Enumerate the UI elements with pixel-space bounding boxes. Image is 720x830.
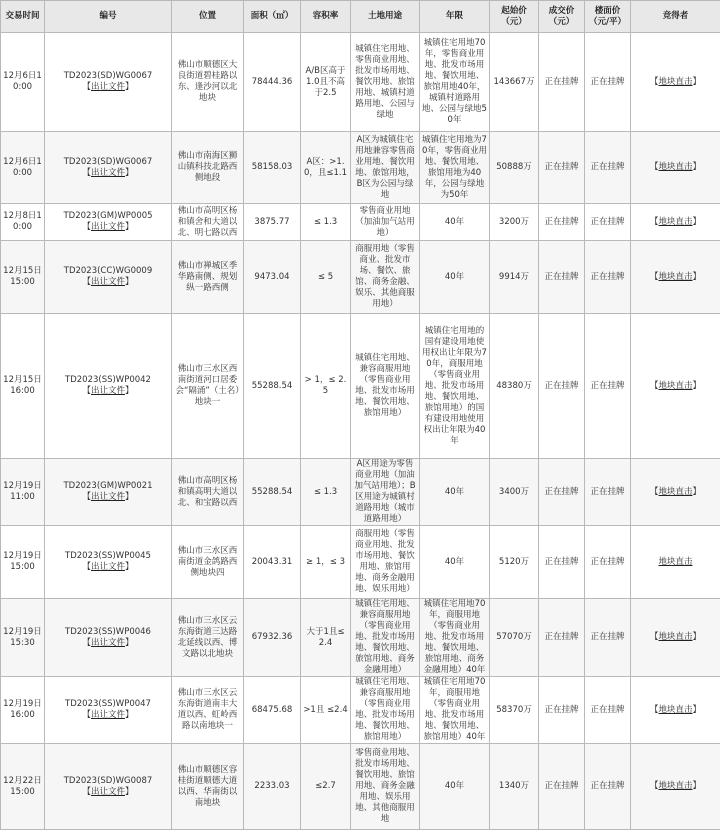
transfer-document-link[interactable]: 出让文件 [91, 710, 125, 720]
cell-deal-price: 正在挂牌 [539, 204, 585, 241]
cell-area: 9473.04 [244, 241, 301, 314]
cell-start-price: 143667万 [490, 33, 539, 132]
cell-deal-price: 正在挂牌 [539, 132, 585, 204]
header-code: 编号 [45, 1, 172, 33]
cell-term: 40年 [420, 241, 490, 314]
header-location: 位置 [172, 1, 244, 33]
cell-deal-price: 正在挂牌 [539, 33, 585, 132]
cell-start-price: 3400万 [490, 459, 539, 526]
cell-time: 12月19日15:30 [1, 599, 45, 677]
cell-deal-price: 正在挂牌 [539, 241, 585, 314]
cell-area: 2233.03 [244, 744, 301, 830]
transfer-document-link[interactable]: 出让文件 [91, 168, 125, 178]
cell-start-price: 5120万 [490, 526, 539, 599]
doc-link-wrap: 【出让文件】 [47, 277, 169, 288]
table-row [1, 204, 720, 241]
cell-location: 佛山市顺德区容桂街道顺德大道以西、华南街以南地块 [172, 744, 244, 830]
cell-time: 12月6日10:00 [1, 33, 45, 132]
parcel-focus-link[interactable]: 地块直击 [658, 77, 692, 87]
transfer-document-link[interactable]: 出让文件 [91, 562, 125, 572]
cell-location: 佛山市三水区西南街道河口居委会“隔涌”（土名）地块一 [172, 314, 244, 459]
cell-floor-price: 正在挂牌 [585, 132, 631, 204]
table-row [1, 599, 720, 677]
cell-area: 78444.36 [244, 33, 301, 132]
parcel-code: TD2023(SD)WG0067 [47, 71, 169, 82]
cell-winner: 【地块直击】 [631, 459, 720, 526]
cell-usage: 零售商业用地（加油加气站用地） [351, 204, 420, 241]
cell-code [45, 459, 172, 526]
header-row [1, 1, 720, 33]
cell-usage: 城镇住宅用地、兼容商服用地（零售商业用地、批发市场用地、餐饮用地、旅馆用地） [351, 677, 420, 744]
cell-winner: 【地块直击】 [631, 132, 720, 204]
cell-term: 40年 [420, 526, 490, 599]
doc-link-wrap: 【出让文件】 [47, 386, 169, 397]
cell-code [45, 33, 172, 132]
header-start-price: 起始价（元） [490, 1, 539, 33]
cell-code [45, 132, 172, 204]
parcel-focus-link[interactable]: 地块直击 [658, 381, 692, 391]
cell-far: >1且 ≤2.4 [301, 677, 351, 744]
cell-floor-price: 正在挂牌 [585, 459, 631, 526]
parcel-code: TD2023(SS)WP0042 [47, 375, 169, 386]
cell-usage: 商服用地（零售商业、批发市场、餐饮、旅馆、商务金融、娱乐、其他商服用地） [351, 241, 420, 314]
cell-far: 大于1且≤2.4 [301, 599, 351, 677]
cell-usage: A区为城镇住宅用地兼容零售商业用地、餐饮用地、旅馆用地，B区为公园与绿地 [351, 132, 420, 204]
parcel-code: TD2023(SS)WP0045 [47, 551, 169, 562]
cell-usage: 城镇住宅用地、兼容商服用地（零售商业用地、批发市场用地、餐饮用地、旅馆用地） [351, 314, 420, 459]
cell-area: 67932.36 [244, 599, 301, 677]
transfer-document-link[interactable]: 出让文件 [91, 638, 125, 648]
transfer-document-link[interactable]: 出让文件 [91, 277, 125, 287]
parcel-focus-link[interactable]: 地块直击 [658, 272, 692, 282]
cell-floor-price: 正在挂牌 [585, 241, 631, 314]
parcel-focus-link[interactable]: 地块直击 [658, 162, 692, 172]
cell-location: 佛山市禅城区季华路南侧、规划纵一路西侧 [172, 241, 244, 314]
cell-far: A/B区高于1.0且不高于2.5 [301, 33, 351, 132]
cell-floor-price: 正在挂牌 [585, 599, 631, 677]
cell-term: 40年 [420, 204, 490, 241]
cell-far: ≥ 1，≤ 3 [301, 526, 351, 599]
cell-area: 55288.54 [244, 314, 301, 459]
table-row [1, 33, 720, 132]
table-row [1, 314, 720, 459]
cell-winner: 【地块直击】 [631, 33, 720, 132]
cell-far: > 1，≤ 2.5 [301, 314, 351, 459]
cell-winner: 【地块直击】 [631, 204, 720, 241]
doc-link-wrap: 【出让文件】 [47, 638, 169, 649]
table-row [1, 132, 720, 204]
doc-link-wrap: 【出让文件】 [47, 562, 169, 573]
parcel-focus-link[interactable]: 地块直击 [658, 705, 692, 715]
cell-time: 12月19日11:00 [1, 459, 45, 526]
cell-time: 12月6日10:00 [1, 132, 45, 204]
cell-location: 佛山市三水区云东海街道三达路北延线以西、博文路以北地块 [172, 599, 244, 677]
cell-floor-price: 正在挂牌 [585, 33, 631, 132]
cell-usage: 城镇住宅用地、兼容商服用地（零售商业用地、批发市场用地、餐饮用地、旅馆用地、商务金融用地） [351, 599, 420, 677]
parcel-code: TD2023(SS)WP0046 [47, 627, 169, 638]
doc-link-wrap: 【出让文件】 [47, 710, 169, 721]
cell-area: 58158.03 [244, 132, 301, 204]
cell-usage: 商服用地（零售商业用地、批发市场用地、餐饮用地、旅馆用地、商务金融用地、娱乐用地） [351, 526, 420, 599]
header-floor-price: 楼面价（元/平） [585, 1, 631, 33]
transfer-document-link[interactable]: 出让文件 [91, 82, 125, 92]
cell-winner [631, 526, 720, 599]
cell-term: 40年 [420, 744, 490, 830]
cell-time: 12月19日16:00 [1, 677, 45, 744]
transfer-document-link[interactable]: 出让文件 [91, 787, 125, 797]
cell-start-price: 48380万 [490, 314, 539, 459]
cell-term: 城镇住宅用地为70年，零售商业用地、餐饮用地、旅馆用地为40年，公园与绿地为50年 [420, 132, 490, 204]
cell-start-price: 57070万 [490, 599, 539, 677]
header-usage: 土地用途 [351, 1, 420, 33]
cell-code [45, 526, 172, 599]
cell-code [45, 241, 172, 314]
cell-code [45, 599, 172, 677]
cell-deal-price: 正在挂牌 [539, 314, 585, 459]
cell-area: 55288.54 [244, 459, 301, 526]
cell-winner: 【地块直击】 [631, 677, 720, 744]
header-winner: 竞得者 [631, 1, 720, 33]
cell-deal-price: 正在挂牌 [539, 526, 585, 599]
parcel-code: TD2023(GM)WP0005 [47, 211, 169, 222]
cell-time: 12月15日15:00 [1, 241, 45, 314]
doc-link-wrap: 【出让文件】 [47, 82, 169, 93]
cell-term: 城镇住宅用地的国有建设用地使用权出让年限为70年，商服用地（零售商业用地、批发市场用地、餐饮用地、旅馆用地）的国有建设用地使用权出让年限为40年 [420, 314, 490, 459]
cell-code [45, 204, 172, 241]
cell-area: 3875.77 [244, 204, 301, 241]
cell-floor-price: 正在挂牌 [585, 526, 631, 599]
cell-winner: 【地块直击】 [631, 241, 720, 314]
cell-area: 20043.31 [244, 526, 301, 599]
cell-far: ≤ 1.3 [301, 204, 351, 241]
cell-floor-price: 正在挂牌 [585, 204, 631, 241]
transfer-document-link[interactable]: 出让文件 [91, 492, 125, 502]
cell-deal-price: 正在挂牌 [539, 744, 585, 830]
header-deal-price: 成交价（元） [539, 1, 585, 33]
cell-winner: 【地块直击】 [631, 599, 720, 677]
parcel-code: TD2023(SS)WP0047 [47, 699, 169, 710]
parcel-focus-link[interactable]: 地块直击 [658, 217, 692, 227]
cell-term: 城镇住宅用地70年，商服用地（零售商业用地、批发市场用地、餐饮用地、旅馆用地）40年 [420, 677, 490, 744]
cell-start-price: 9914万 [490, 241, 539, 314]
cell-winner: 【地块直击】 [631, 314, 720, 459]
cell-code [45, 314, 172, 459]
cell-deal-price: 正在挂牌 [539, 459, 585, 526]
header-term: 年限 [420, 1, 490, 33]
cell-floor-price: 正在挂牌 [585, 314, 631, 459]
cell-usage: 零售商业用地、批发市场用地、餐饮用地、旅馆用地、商务金融用地、娱乐用地、其他商服用地 [351, 744, 420, 830]
cell-area: 68475.68 [244, 677, 301, 744]
parcel-code: TD2023(SD)WG0087 [47, 776, 169, 787]
cell-winner: 【地块直击】 [631, 744, 720, 830]
table-row [1, 526, 720, 599]
cell-code [45, 677, 172, 744]
table-row [1, 459, 720, 526]
header-time: 交易时间 [1, 1, 45, 33]
cell-location: 佛山市三水区西南街道金鸽路西侧地块四 [172, 526, 244, 599]
cell-start-price: 1340万 [490, 744, 539, 830]
cell-location: 佛山市高明区杨和镇舍和大道以北、明七路以西 [172, 204, 244, 241]
cell-floor-price: 正在挂牌 [585, 677, 631, 744]
cell-start-price: 3200万 [490, 204, 539, 241]
doc-link-wrap: 【出让文件】 [47, 222, 169, 233]
cell-deal-price: 正在挂牌 [539, 677, 585, 744]
doc-link-wrap: 【出让文件】 [47, 492, 169, 503]
parcel-code: TD2023(CC)WG0009 [47, 266, 169, 277]
cell-term: 城镇住宅用地70年，零售商业用地、批发市场用地、餐饮用地、旅馆用地40年，城镇村道路用地、公园与绿地50年 [420, 33, 490, 132]
parcel-code: TD2023(SD)WG0067 [47, 157, 169, 168]
cell-term: 40年 [420, 459, 490, 526]
cell-usage: 城镇住宅用地、零售商业用地、批发市场用地、餐饮用地、旅馆用地、城镇村道路用地、公园与绿地 [351, 33, 420, 132]
cell-time: 12月15日16:00 [1, 314, 45, 459]
cell-far: A区：>1.0，且≤1.1 [301, 132, 351, 204]
table-row [1, 744, 720, 830]
cell-location: 佛山市三水区云东海街道南丰大道以西、虹岭西路以南地块一 [172, 677, 244, 744]
cell-floor-price: 正在挂牌 [585, 744, 631, 830]
cell-time: 12月22日15:00 [1, 744, 45, 830]
parcel-focus-link[interactable]: 地块直击 [658, 632, 692, 642]
transfer-document-link[interactable]: 出让文件 [91, 386, 125, 396]
cell-time: 12月8日10:00 [1, 204, 45, 241]
cell-start-price: 50888万 [490, 132, 539, 204]
cell-time: 12月19日15:00 [1, 526, 45, 599]
parcel-focus-link[interactable]: 地块直击 [658, 557, 692, 567]
cell-start-price: 58370万 [490, 677, 539, 744]
cell-deal-price: 正在挂牌 [539, 599, 585, 677]
header-area: 面积（㎡） [244, 1, 301, 33]
table-row [1, 241, 720, 314]
parcel-focus-link[interactable]: 地块直击 [658, 781, 692, 791]
cell-far: ≤ 5 [301, 241, 351, 314]
cell-far: ≤2.7 [301, 744, 351, 830]
cell-far: ≤ 1.3 [301, 459, 351, 526]
table-row [1, 677, 720, 744]
doc-link-wrap: 【出让文件】 [47, 787, 169, 798]
doc-link-wrap: 【出让文件】 [47, 168, 169, 179]
cell-location: 佛山市南海区狮山镇科技北路西侧地段 [172, 132, 244, 204]
cell-location: 佛山市高明区杨和镇高明大道以北、和宝路以西 [172, 459, 244, 526]
cell-term: 城镇住宅用地70年，商服用地（零售商业用地、批发市场用地、餐饮用地、旅馆用地、商务金融用地）40年 [420, 599, 490, 677]
cell-location: 佛山市顺德区大良街道碧桂路以东、逢沙河以北地块 [172, 33, 244, 132]
parcel-focus-link[interactable]: 地块直击 [658, 487, 692, 497]
cell-code [45, 744, 172, 830]
cell-usage: A区用途为零售商业用地（加油加气站用地）；B区用途为城镇村道路用地（城市道路用地） [351, 459, 420, 526]
transfer-document-link[interactable]: 出让文件 [91, 222, 125, 232]
header-far: 容积率 [301, 1, 351, 33]
parcel-code: TD2023(GM)WP0021 [47, 481, 169, 492]
